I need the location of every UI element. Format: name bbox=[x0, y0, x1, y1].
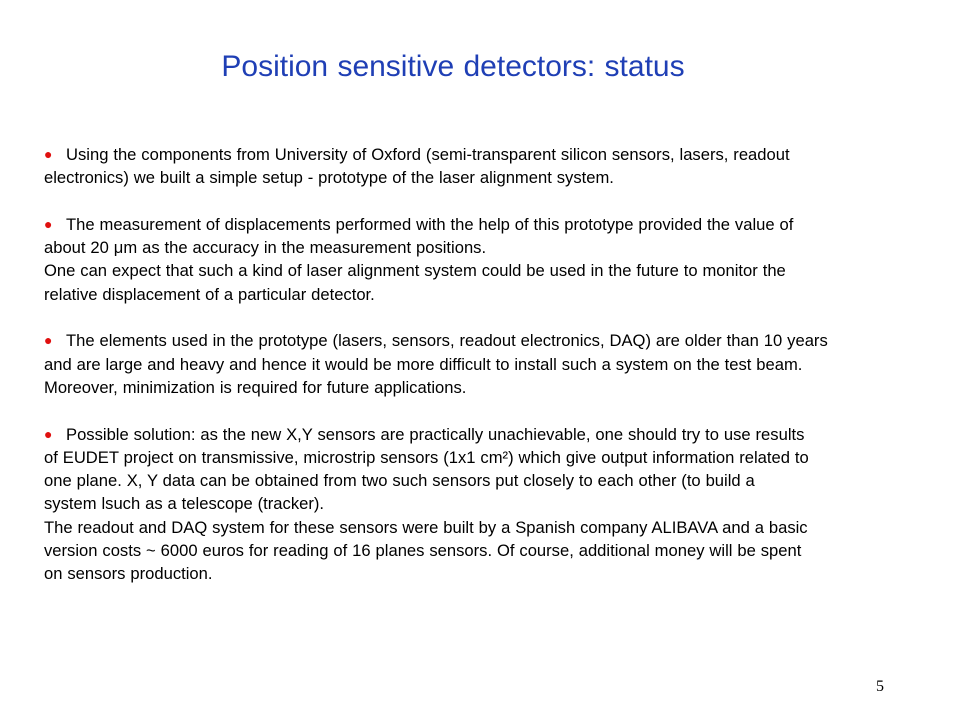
paragraph-text: The elements used in the prototype (lasers, sensors, readout electronics, DAQ) are older than 10 years bbox=[66, 331, 828, 351]
paragraph-2-line-4: relative displacement of a particular detector. bbox=[44, 284, 375, 304]
paragraph-4-line-7: on sensors production. bbox=[44, 564, 213, 584]
paragraph-3-line-2: and are large and heavy and hence it would be more difficult to install such a system on the test beam. bbox=[44, 354, 803, 374]
bullet-icon: ● bbox=[44, 146, 53, 162]
paragraph-text: Possible solution: as the new X,Y sensors are practically unachievable, one should try to use results bbox=[66, 424, 805, 444]
slide-title: Position sensitive detectors: status bbox=[221, 50, 685, 83]
paragraph-text: The measurement of displacements performed with the help of this prototype provided the value of bbox=[66, 214, 794, 234]
paragraph-2-line-2: about 20 μm as the accuracy in the measurement positions. bbox=[44, 238, 487, 258]
paragraph-gap bbox=[44, 306, 924, 329]
bullet-icon: ● bbox=[44, 215, 53, 232]
paragraph-4-line-3: one plane. X, Y data can be obtained from two such sensors put closely to each other (to build a bbox=[44, 471, 755, 491]
paragraph-4-line-5: The readout and DAQ system for these sensors were built by a Spanish company ALIBAVA and a basic bbox=[44, 517, 808, 537]
paragraph-text: Using the components from University of Oxford (semi-transparent silicon sensors, lasers, readout bbox=[66, 145, 790, 164]
paragraph-4-line-2: of EUDET project on transmissive, microstrip sensors (1x1 cm²) which give output information related to bbox=[44, 447, 809, 467]
slide-body bbox=[44, 143, 924, 586]
paragraph-3-line-1 bbox=[44, 329, 924, 352]
bullet-icon: ● bbox=[44, 332, 53, 349]
paragraph-2-line-3: One can expect that such a kind of laser alignment system could be used in the future to monitor the bbox=[44, 261, 786, 281]
paragraph-1-line-2: electronics) we built a simple setup - prototype of the laser alignment system. bbox=[44, 168, 614, 188]
paragraph-4-line-4: system lsuch as a telescope (tracker). bbox=[44, 494, 325, 514]
paragraph-3-line-3: Moreover, minimization is required for future applications. bbox=[44, 377, 467, 397]
paragraph-4-line-1 bbox=[44, 423, 924, 446]
page-number: 5 bbox=[876, 678, 884, 695]
paragraph-1-line-1 bbox=[44, 143, 924, 166]
bullet-icon: ● bbox=[44, 425, 53, 442]
paragraph-2-line-1 bbox=[44, 213, 924, 236]
paragraph-4-line-6: version costs ~ 6000 euros for reading of 16 planes sensors. Of course, additional money will be spent bbox=[44, 541, 802, 561]
paragraph-gap bbox=[44, 399, 924, 422]
paragraph-gap bbox=[44, 190, 924, 213]
